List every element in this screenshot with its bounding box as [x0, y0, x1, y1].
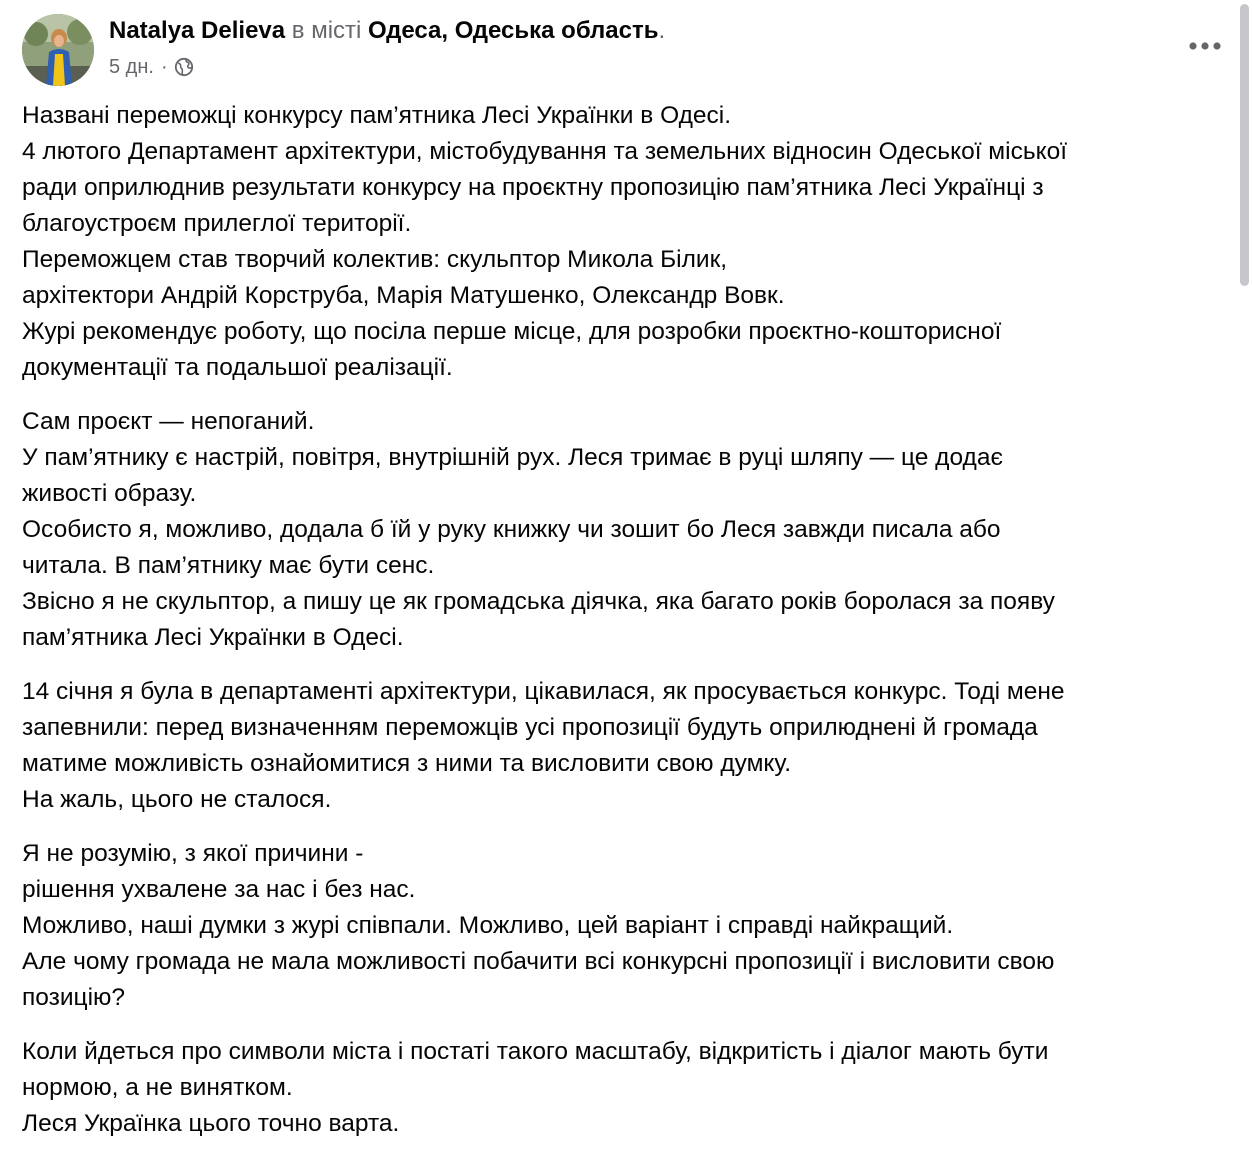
post-text-line: пам’ятника Лесі Українки в Одесі.: [22, 624, 404, 651]
post-text-line: Сам проєкт — непоганий.: [22, 408, 315, 435]
post-text-line: документації та подальшої реалізації.: [22, 354, 453, 381]
post-meta: [109, 54, 194, 80]
post-text-line: Коли йдеться про символи міста і постаті такого масштабу, відкритість і діалог мають бути: [22, 1038, 1049, 1065]
post-text: [22, 98, 1232, 1160]
post-paragraph: [22, 98, 1232, 386]
author-avatar[interactable]: [22, 14, 94, 86]
avatar-photo: [22, 14, 94, 86]
post-text-line: Особисто я, можливо, додала б їй у руку книжку чи зошит бо Леся завжди писала або: [22, 516, 1001, 543]
post-text-line: Переможцем став творчий колектив: скульптор Микола Білик,: [22, 246, 728, 273]
scrollbar-thumb[interactable]: [1240, 4, 1249, 286]
globe-icon[interactable]: [174, 57, 194, 77]
post-paragraph: [22, 1034, 1232, 1142]
location-prefix: в місті: [291, 17, 362, 44]
scrollbar[interactable]: [1238, 0, 1252, 1140]
post-text-line: Можливо, наші думки з журі співпали. Можливо, цей варіант і справді найкращий.: [22, 912, 954, 939]
location-link[interactable]: Одеса, Одеська область: [368, 17, 659, 44]
post-text-line: позицію?: [22, 984, 126, 1011]
post-text-line: нормою, а не винятком.: [22, 1074, 293, 1101]
post-text-line: 14 січня я була в департаменті архітектури, цікавилася, як просувається конкурс. Тоді мене: [22, 678, 1065, 705]
post-text-line: Названі переможці конкурсу пам’ятника Лесі Українки в Одесі.: [22, 102, 732, 129]
author-name-link[interactable]: Natalya Delieva: [109, 17, 286, 44]
post-text-line: рішення ухвалене за нас і без нас.: [22, 876, 416, 903]
post-text-line: На жаль, цього не сталося.: [22, 786, 332, 813]
post-paragraph: [22, 836, 1232, 1016]
post-text-line: живості образу.: [22, 480, 197, 507]
post-paragraph: [22, 404, 1232, 656]
post-text-line: Звісно я не скульптор, а пишу це як громадська діячка, яка багато років боролася за появу: [22, 588, 1055, 615]
post-text-line: У пам’ятнику є настрій, повітря, внутрішній рух. Леся тримає в руці шляпу — це додає: [22, 444, 1003, 471]
post-text-line: Я не розумію, з якої причини -: [22, 840, 364, 867]
post-text-line: Журі рекомендує роботу, що посіла перше місце, для розробки проєктно-кошторисної: [22, 318, 1002, 345]
post-text-line: архітектори Андрій Корструба, Марія Матушенко, Олександр Вовк.: [22, 282, 785, 309]
more-options-icon: [1187, 40, 1223, 52]
post-header: [109, 16, 665, 46]
post-text-line: матиме можливість ознайомитися з ними та висловити свою думку.: [22, 750, 792, 777]
post-text-line: 4 лютого Департамент архітектури, містобудування та земельних відносин Одеської міської: [22, 138, 1068, 165]
post-text-line: благоустроєм прилеглої території.: [22, 210, 412, 237]
post-timestamp-link[interactable]: 5 дн.: [109, 56, 154, 78]
meta-separator: ·: [160, 56, 168, 78]
more-options-button[interactable]: [1182, 26, 1228, 66]
post-text-line: Але чому громада не мала можливості побачити всі конкурсні пропозиції і висловити свою: [22, 948, 1055, 975]
header-suffix: .: [658, 17, 666, 44]
post-text-line: Леся Українка цього точно варта.: [22, 1110, 400, 1137]
post-paragraph: [22, 674, 1232, 818]
post-text-line: запевнили: перед визначенням переможців усі пропозиції будуть оприлюднені й громада: [22, 714, 1038, 741]
post-text-line: ради оприлюднив результати конкурсу на проєктну пропозицію пам’ятника Лесі Українці з: [22, 174, 1044, 201]
post-text-line: читала. В пам’ятнику має бути сенс.: [22, 552, 435, 579]
